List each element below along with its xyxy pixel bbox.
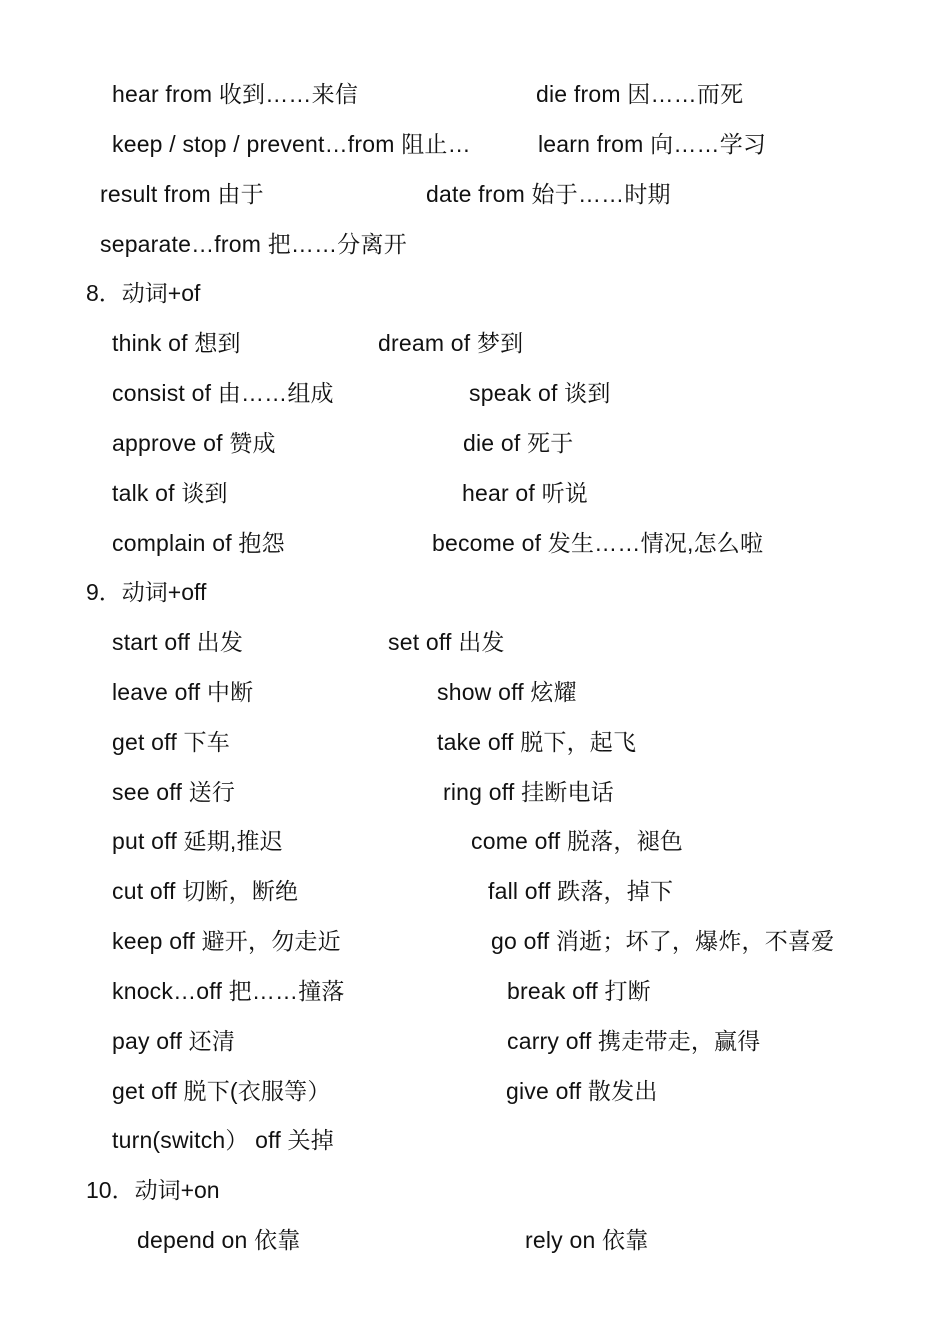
phrase-entry: go off 消逝；坏了，爆炸，不喜爱 [491,928,835,954]
phrase-entry: leave off 中断 [112,679,254,705]
phrase-entry: give off 散发出 [506,1078,658,1104]
phrase-entry: think of 想到 [112,330,241,356]
phrase-entry: complain of 抱怨 [112,530,285,556]
phrase-entry: ring off 挂断电话 [443,779,614,805]
phrase-entry: speak of 谈到 [469,380,611,406]
phrase-entry: pay off 还清 [112,1028,236,1054]
section-heading-of: 8．动词+of [86,280,201,306]
phrase-entry: show off 炫耀 [437,679,577,705]
phrase-entry: consist of 由……组成 [112,380,334,406]
phrase-entry: fall off 跌落，掉下 [488,878,674,904]
phrase-entry: take off 脱下，起飞 [437,729,637,755]
phrase-entry: cut off 切断，断绝 [112,878,299,904]
phrase-entry: dream of 梦到 [378,330,524,356]
phrase-entry: turn(switch） off 关掉 [112,1127,334,1153]
phrase-entry: carry off 携走带走，赢得 [507,1028,761,1054]
phrase-entry: get off 脱下(衣服等） [112,1078,331,1104]
section-heading-off: 9．动词+off [86,579,207,605]
phrase-entry: hear of 听说 [462,480,588,506]
phrase-entry: become of 发生……情况,怎么啦 [432,530,764,556]
phrase-entry: approve of 赞成 [112,430,276,456]
phrase-entry: talk of 谈到 [112,480,228,506]
phrase-entry: result from 由于 [100,181,264,207]
phrase-entry: die of 死于 [463,430,574,456]
phrase-entry: put off 延期,推迟 [112,828,283,854]
phrase-entry: break off 打断 [507,978,651,1004]
phrase-entry: learn from 向……学习 [538,131,767,157]
phrase-entry: rely on 依靠 [525,1227,649,1253]
phrase-entry: hear from 收到……来信 [112,81,359,107]
phrase-entry: date from 始于……时期 [426,181,671,207]
phrase-entry: see off 送行 [112,779,236,805]
phrase-entry: start off 出发 [112,629,244,655]
phrase-entry: come off 脱落，褪色 [471,828,683,854]
phrase-entry: keep / stop / prevent…from 阻止… [112,131,471,157]
section-heading-on: 10．动词+on [86,1177,220,1203]
phrase-entry: knock…off 把……撞落 [112,978,345,1004]
phrase-entry: separate…from 把……分离开 [100,231,407,257]
phrase-entry: die from 因……而死 [536,81,744,107]
phrase-entry: depend on 依靠 [137,1227,301,1253]
phrase-entry: keep off 避开，勿走近 [112,928,341,954]
phrase-entry: set off 出发 [388,629,505,655]
phrase-entry: get off 下车 [112,729,230,755]
